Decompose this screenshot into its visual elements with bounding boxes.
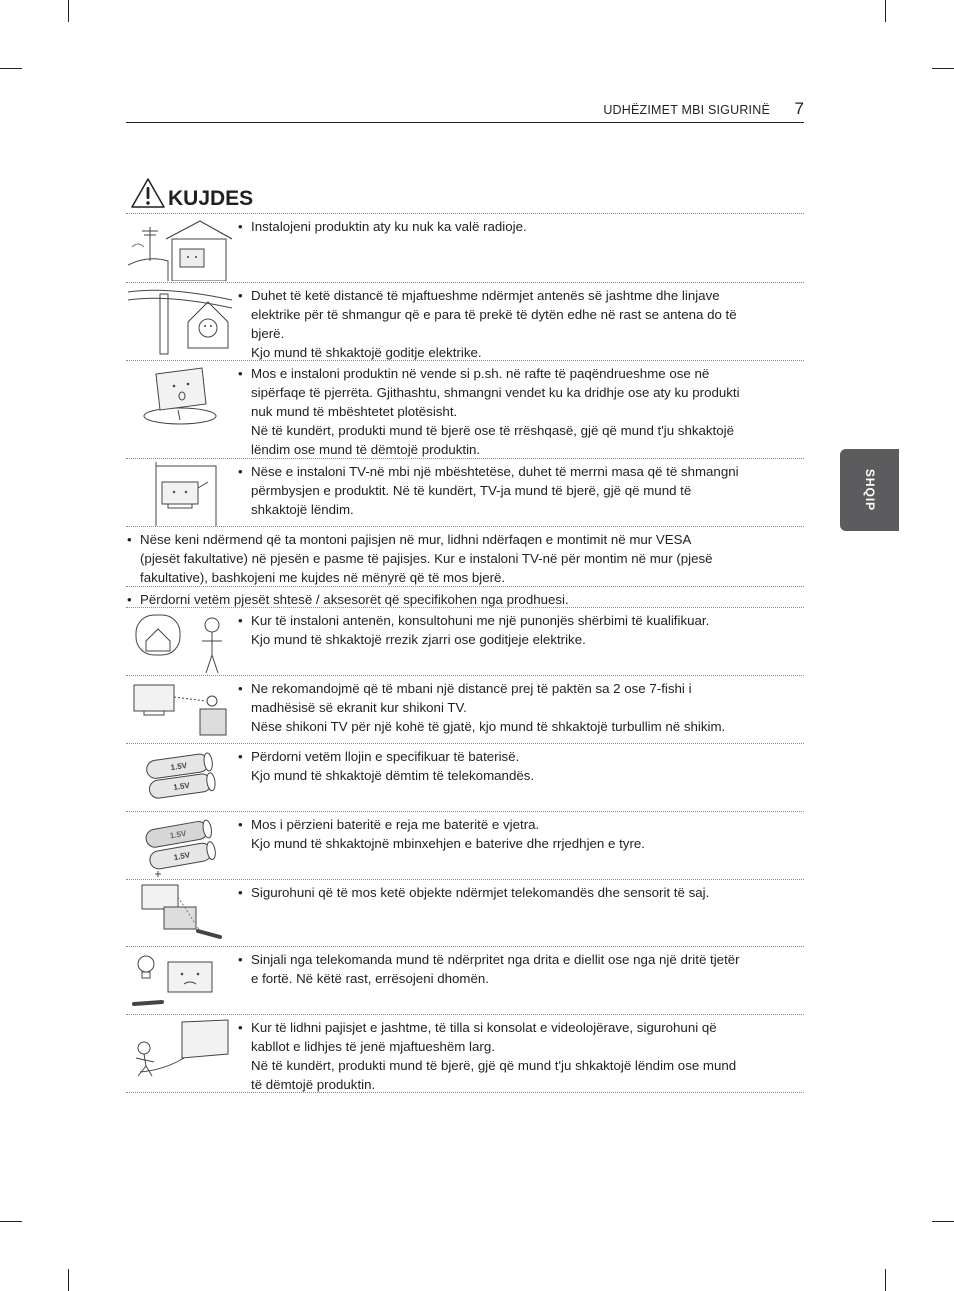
- battery-label: 1.5V: [172, 850, 191, 863]
- caution-text: • Sinjali nga telekomanda mund të ndërpritet nga drita e diellit ose nga një dritë tjetër e fortë. Në këtë rast, errësojeni dhomën.: [238, 952, 740, 986]
- house-antenna-illustration: [128, 217, 232, 281]
- crop-mark: [885, 1269, 886, 1291]
- caution-item: [126, 811, 804, 879]
- battery-illustration: [128, 747, 232, 807]
- caution-item: [126, 675, 804, 743]
- battery-label: 1.5V: [172, 780, 191, 792]
- section-title: UDHËZIMET MBI SIGURINË: [603, 103, 770, 117]
- caution-text: • Kur të instaloni antenën, konsultohuni me një punonjës shërbimi të kualifikuar. Kjo mund të shkaktojë rrezik zjarri ose goditjeje elektrike.: [238, 613, 710, 647]
- cable-trip-illustration: [128, 1018, 232, 1082]
- crop-mark: [932, 68, 954, 69]
- caution-item: [126, 526, 804, 586]
- crop-mark: [0, 68, 22, 69]
- viewing-distance-illustration: [128, 679, 232, 739]
- language-tab-label: SHQIP: [862, 468, 877, 512]
- mixed-battery-illustration: [128, 815, 232, 879]
- language-tab: [840, 449, 899, 531]
- crop-mark: [932, 1221, 954, 1222]
- caution-text: • Instalojeni produktin aty ku nuk ka valë radioje.: [238, 219, 527, 234]
- caution-text: • Duhet të ketë distancë të mjaftueshme ndërmjet antenës së jashtme dhe linjave elektrike për të shmangur që e para të prekë të dytën edhe në rast se antena do të bjerë. Kjo mund të shkaktojë goditje elektrike.: [238, 288, 737, 360]
- tv-stand-wall-illustration: [128, 462, 232, 526]
- caution-text: • Mos i përzieni bateritë e reja me bateritë e vjetra. Kjo mund të shkaktojnë mbinxehjen e baterive dhe rrjedhjen e tyre.: [238, 817, 645, 851]
- crop-mark: [68, 0, 69, 22]
- caution-item: [126, 607, 804, 675]
- caution-item: [126, 282, 804, 360]
- caution-item: [126, 1014, 804, 1093]
- crop-mark: [885, 0, 886, 22]
- battery-label: 1.5V: [169, 828, 187, 841]
- caution-text: • Mos e instaloni produktin në vende si p.sh. në rafte të paqëndrueshme ose në sipërfaqe të pjerrëta. Gjithashtu, shmangni vendet ku ka dridhje ose aty ku produkti nuk mund të mbështetet plotësisht. Në të kundërt, produkti mund të bjerë ose të rrëshqasë, gjë që mund t'ju shkaktojë lëndim ose mund të dëmtojë produktin.: [238, 366, 740, 457]
- antenna-power-line-illustration: [128, 286, 232, 358]
- caution-text: • Nëse keni ndërmend që ta montoni pajisjen në mur, lidhni ndërfaqen e montimit në mur VESA (pjesët fakultative) në pjesën e pasme të pajisjes. Kur e instaloni TV-në për montim në mur (pjesë fakultative), bashkojeni me kujdes në mënyrë që të mos bjerë.: [127, 532, 713, 585]
- caution-item: [126, 213, 804, 282]
- caution-item: [126, 586, 804, 607]
- caution-item: [126, 946, 804, 1014]
- caution-item: [126, 879, 804, 946]
- caution-text: • Kur të lidhni pajisjet e jashtme, të tilla si konsolat e videolojërave, sigurohuni që kabllot e lidhjes të jenë mjaftueshëm larg. Në të kundërt, produkti mund të bjerë, gjë që mund t'ju shkaktojë lëndim ose mund të dëmtojë produktin.: [238, 1020, 737, 1092]
- page-title: KUJDES: [168, 187, 254, 210]
- remote-obstacle-illustration: [128, 883, 232, 945]
- caution-text: • Sigurohuni që të mos ketë objekte ndërmjet telekomandës dhe sensorit të saj.: [238, 885, 710, 900]
- tilting-tv-illustration: [128, 364, 232, 436]
- caution-text: • Ne rekomandojmë që të mbani një distancë prej të paktën sa 2 ose 7-fishi i madhësisë së ekranit kur shikoni TV. Nëse shikoni TV për një kohë të gjatë, kjo mund të shkaktojë turbullim në shikim.: [238, 681, 726, 734]
- caution-text: • Përdorni vetëm pjesët shtesë / aksesorët që specifikohen nga prodhuesi.: [127, 592, 569, 607]
- technician-illustration: [128, 611, 232, 675]
- caution-item: [126, 360, 804, 458]
- page-number: 7: [794, 99, 804, 118]
- caution-text: • Nëse e instaloni TV-në mbi një mbështetëse, duhet të merrni masa që të shmangni përmbysjen e produktit. Në të kundërt, TV-ja mund të bjerë, gjë që mund të shkaktojë lëndim.: [238, 464, 739, 517]
- caution-item: [126, 458, 804, 526]
- caution-text: • Përdorni vetëm llojin e specifikuar të baterisë. Kjo mund të shkaktojë dëmtim të telekomandës.: [238, 749, 535, 783]
- crop-mark: [68, 1269, 69, 1291]
- page-header: [126, 98, 804, 123]
- crop-mark: [0, 1221, 22, 1222]
- caution-item: [126, 743, 804, 811]
- warning-triangle-icon: [130, 177, 166, 209]
- light-interference-illustration: [128, 950, 232, 1012]
- battery-label: 1.5V: [169, 760, 188, 773]
